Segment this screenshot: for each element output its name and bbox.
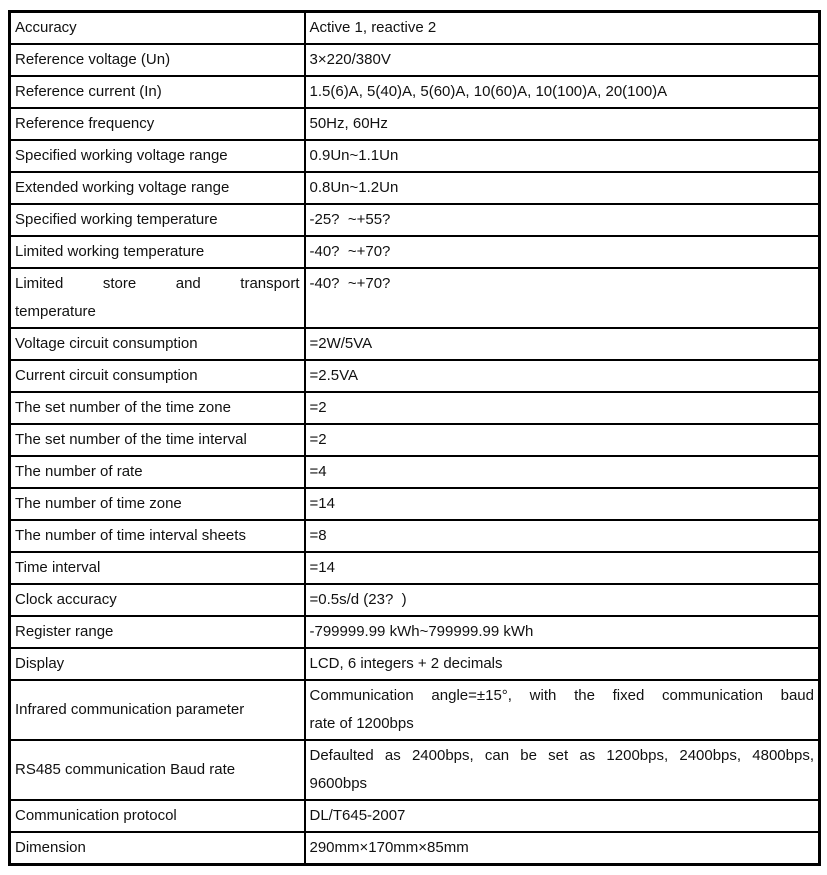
spec-value-cell	[305, 328, 820, 360]
spec-value-cell	[305, 800, 820, 832]
table-row	[10, 616, 820, 648]
table-row	[10, 360, 820, 392]
spec-value-cell	[305, 108, 820, 140]
spec-label: Register range	[15, 623, 114, 640]
table-row	[10, 800, 820, 832]
spec-value-cell	[305, 456, 820, 488]
spec-value: Communication angle=±15°, with the fixed communication baud	[309, 687, 814, 704]
table-row	[10, 584, 820, 616]
table-row	[10, 12, 820, 45]
spec-value-cell	[305, 12, 820, 45]
table-row	[10, 44, 820, 76]
table-row	[10, 488, 820, 520]
spec-label: The number of time interval sheets	[15, 527, 246, 544]
spec-value: 50Hz, 60Hz	[309, 115, 388, 132]
spec-value-line2: 9600bps	[309, 775, 368, 792]
spec-label: Reference current (In)	[15, 83, 162, 100]
spec-label-cell	[10, 392, 305, 424]
spec-value-cell	[305, 236, 820, 268]
spec-label-cell	[10, 648, 305, 680]
spec-value: LCD, 6 integers + 2 decimals	[309, 655, 503, 672]
spec-value: -40? ~+70?	[309, 275, 391, 292]
table-row	[10, 268, 820, 328]
spec-label: Accuracy	[15, 19, 77, 36]
spec-value: =4	[309, 463, 327, 480]
spec-label: Infrared communication parameter	[15, 701, 245, 718]
spec-label: Reference frequency	[15, 115, 155, 132]
spec-value: =14	[309, 559, 335, 576]
spec-label: The number of rate	[15, 463, 143, 480]
spec-label-cell	[10, 76, 305, 108]
spec-label: Voltage circuit consumption	[15, 335, 198, 352]
spec-value: 0.9Un~1.1Un	[309, 147, 399, 164]
spec-value: =14	[309, 495, 335, 512]
spec-label-cell	[10, 424, 305, 456]
spec-label-cell	[10, 832, 305, 865]
spec-label: Reference voltage (Un)	[15, 51, 171, 68]
spec-value: -40? ~+70?	[309, 243, 391, 260]
spec-value-cell	[305, 172, 820, 204]
spec-value: =0.5s/d (23? )	[309, 591, 407, 608]
table-row	[10, 832, 820, 865]
table-row	[10, 740, 820, 800]
spec-label-cell	[10, 12, 305, 45]
spec-value: 3×220/380V	[309, 51, 391, 68]
spec-value: -25? ~+55?	[309, 211, 391, 228]
spec-label-cell	[10, 680, 305, 740]
spec-value: =2	[309, 399, 327, 416]
spec-label: Time interval	[15, 559, 101, 576]
spec-value: DL/T645-2007	[309, 807, 406, 824]
spec-value: Defaulted as 2400bps, can be set as 1200bps, 2400bps, 4800bps,	[309, 747, 814, 764]
spec-value-line2: rate of 1200bps	[309, 715, 414, 732]
table-row	[10, 680, 820, 740]
spec-label: Extended working voltage range	[15, 179, 230, 196]
spec-value: =2.5VA	[309, 367, 359, 384]
spec-label-cell	[10, 268, 305, 328]
spec-label: Dimension	[15, 839, 86, 856]
spec-value: =2W/5VA	[309, 335, 373, 352]
spec-value: 0.8Un~1.2Un	[309, 179, 399, 196]
table-row	[10, 172, 820, 204]
spec-value-cell	[305, 140, 820, 172]
table-row	[10, 392, 820, 424]
spec-label: Limited store and transport	[15, 275, 300, 292]
spec-value-cell	[305, 424, 820, 456]
table-row	[10, 108, 820, 140]
spec-value-cell	[305, 76, 820, 108]
spec-label: RS485 communication Baud rate	[15, 761, 236, 778]
table-row	[10, 236, 820, 268]
spec-value-cell	[305, 204, 820, 236]
table-row	[10, 204, 820, 236]
spec-label-cell	[10, 520, 305, 552]
table-row	[10, 552, 820, 584]
spec-label-cell	[10, 108, 305, 140]
spec-value-cell	[305, 44, 820, 76]
spec-value-cell	[305, 552, 820, 584]
spec-value-cell	[305, 648, 820, 680]
spec-value-cell	[305, 680, 820, 740]
spec-label-cell	[10, 584, 305, 616]
spec-value-cell	[305, 616, 820, 648]
spec-label-cell	[10, 236, 305, 268]
spec-value-cell	[305, 488, 820, 520]
spec-label: The number of time zone	[15, 495, 182, 512]
spec-label-line2: temperature	[15, 303, 96, 320]
spec-value-cell	[305, 520, 820, 552]
spec-label-cell	[10, 456, 305, 488]
spec-value: 290mm×170mm×85mm	[309, 839, 469, 856]
spec-label: Display	[15, 655, 65, 672]
spec-label: Communication protocol	[15, 807, 177, 824]
spec-value: -799999.99 kWh~799999.99 kWh	[309, 623, 534, 640]
spec-label-cell	[10, 172, 305, 204]
table-row	[10, 456, 820, 488]
spec-label: Specified working voltage range	[15, 147, 228, 164]
spec-label-cell	[10, 740, 305, 800]
table-row	[10, 648, 820, 680]
spec-value-cell	[305, 392, 820, 424]
spec-label: Clock accuracy	[15, 591, 117, 608]
spec-value-cell	[305, 832, 820, 865]
table-row	[10, 424, 820, 456]
spec-label: The set number of the time zone	[15, 399, 231, 416]
spec-value-cell	[305, 360, 820, 392]
spec-label-cell	[10, 360, 305, 392]
spec-label-cell	[10, 204, 305, 236]
table-row	[10, 140, 820, 172]
spec-label: The set number of the time interval	[15, 431, 247, 448]
spec-value-cell	[305, 740, 820, 800]
table-row	[10, 76, 820, 108]
spec-value: =8	[309, 527, 327, 544]
spec-value: 1.5(6)A, 5(40)A, 5(60)A, 10(60)A, 10(100)A, 20(100)A	[309, 83, 668, 100]
spec-value-cell	[305, 268, 820, 328]
table-row	[10, 520, 820, 552]
spec-value: =2	[309, 431, 327, 448]
spec-label-cell	[10, 44, 305, 76]
spec-label-cell	[10, 140, 305, 172]
spec-label-cell	[10, 552, 305, 584]
spec-label-cell	[10, 488, 305, 520]
spec-label: Specified working temperature	[15, 211, 218, 228]
table-row	[10, 328, 820, 360]
spec-label-cell	[10, 328, 305, 360]
spec-label-cell	[10, 800, 305, 832]
spec-value: Active 1, reactive 2	[309, 19, 437, 36]
spec-label-cell	[10, 616, 305, 648]
spec-label: Limited working temperature	[15, 243, 205, 260]
spec-value-cell	[305, 584, 820, 616]
spec-table	[8, 10, 821, 866]
spec-label: Current circuit consumption	[15, 367, 198, 384]
